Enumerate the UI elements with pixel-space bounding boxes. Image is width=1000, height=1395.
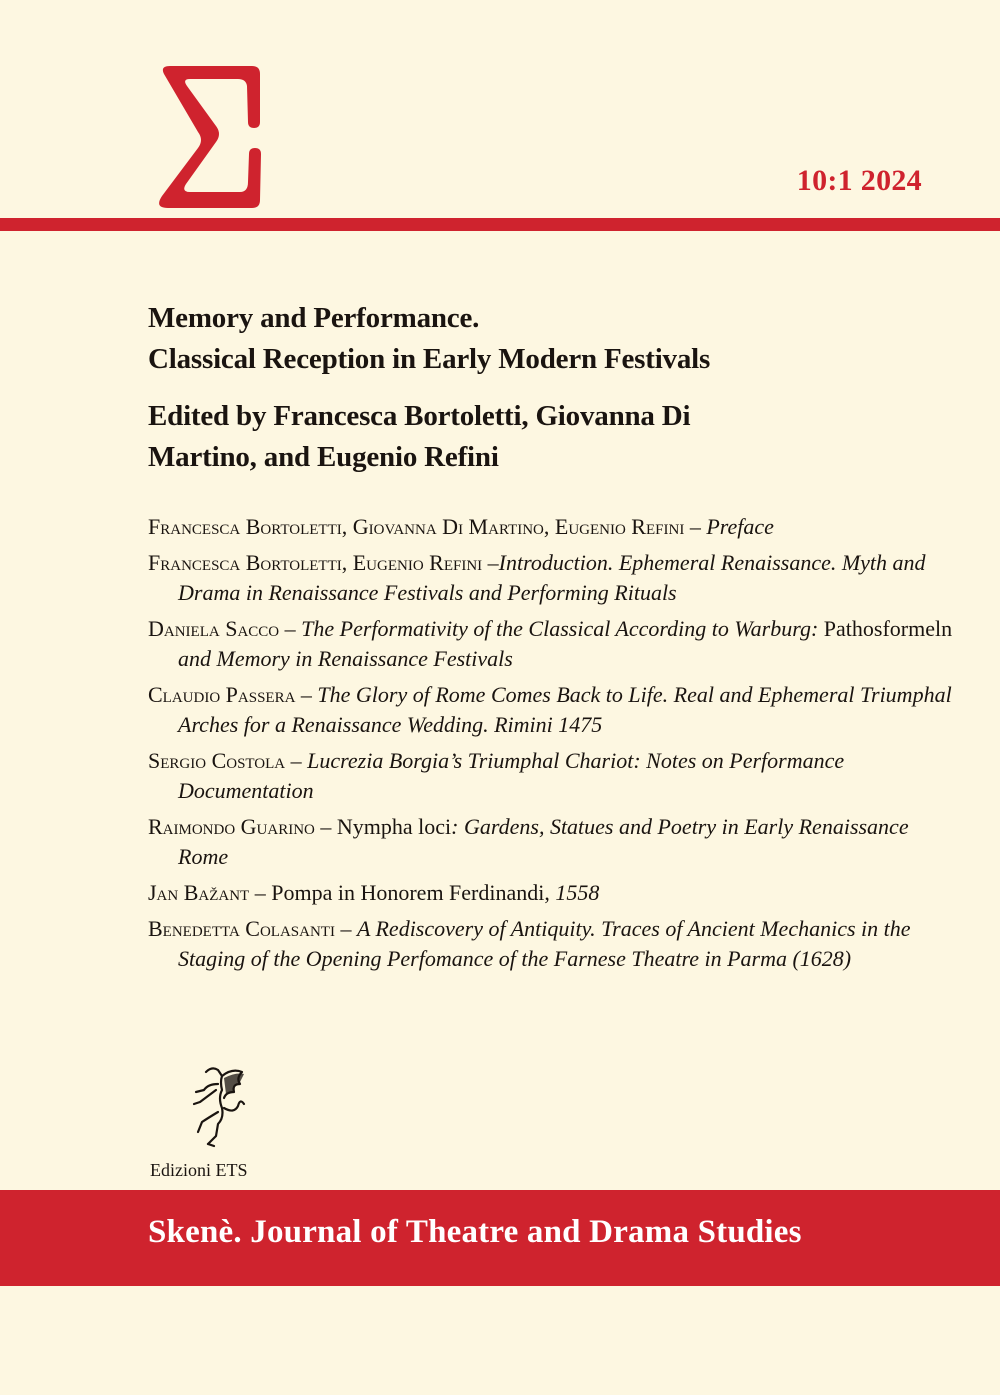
toc-entry: Benedetta Colasanti – A Rediscovery of Antiquity. Traces of Ancient Mechanics in the Staging of the Opening Perfomance of the Farnese Theatre in Parma (1628) xyxy=(148,916,911,971)
entry-author: Raimondo Guarino xyxy=(148,814,315,839)
journal-title: Skenè. Journal of Theatre and Drama Studies xyxy=(148,1214,802,1250)
toc-entry: Sergio Costola – Lucrezia Borgia’s Triumphal Chariot: Notes on Performance Documentation xyxy=(148,748,845,803)
entry-title: 1558 xyxy=(549,880,600,905)
griffin-emblem-icon xyxy=(178,1062,258,1152)
sigma-logo-icon xyxy=(152,64,270,214)
entry-title-roman: Pompa in Honorem Ferdinandi, xyxy=(271,880,550,905)
toc-entry: Daniela Sacco – The Performativity of the Classical According to Warburg: Pathosformeln and Memory in Renaissance Festivals xyxy=(148,616,953,671)
entry-author: Sergio Costola xyxy=(148,748,286,773)
top-red-rule xyxy=(0,218,1000,231)
entry-title-roman: Pathosformeln xyxy=(823,616,953,641)
title-line-2: Classical Reception in Early Modern Festivals xyxy=(148,343,711,375)
entry-author: Daniela Sacco xyxy=(148,616,280,641)
publisher-name: Edizioni ETS xyxy=(150,1160,248,1180)
entry-title: and Memory in Renaissance Festivals xyxy=(178,646,513,671)
editors-line-2: Martino, and Eugenio Refini xyxy=(148,441,499,473)
publisher-block xyxy=(150,1062,290,1180)
toc-entry: Raimondo Guarino – Nympha loci: Gardens, Statues and Poetry in Early Renaissance Rome xyxy=(148,814,909,869)
entry-title: A Rediscovery of Antiquity. Traces of Ancient Mechanics in the Staging of the Opening Perfomance of the Farnese Theatre in Parma (1628) xyxy=(178,916,911,971)
title-line-1: Memory and Performance. xyxy=(148,302,480,334)
toc-entry: Francesca Bortoletti, Giovanna Di Martino, Eugenio Refini – Preface xyxy=(148,514,774,539)
title-block xyxy=(148,298,948,478)
entry-author: Francesca Bortoletti, Giovanna Di Martino, Eugenio Refini xyxy=(148,514,685,539)
entry-title-roman: Nympha loci xyxy=(336,814,452,839)
entry-title: The Glory of Rome Comes Back to Life. Real and Ephemeral Triumphal Arches for a Renaissance Wedding. Rimini 1475 xyxy=(178,682,952,737)
entry-title: : Gardens, Statues and Poetry in Early Renaissance Rome xyxy=(178,814,909,869)
entry-author: Benedetta Colasanti xyxy=(148,916,335,941)
toc-entry: Francesca Bortoletti, Eugenio Refini –Introduction. Ephemeral Renaissance. Myth and Drama in Renaissance Festivals and Performing Rituals xyxy=(148,550,926,605)
issue-number: 10:1 2024 xyxy=(796,164,922,197)
table-of-contents xyxy=(148,512,958,980)
journal-banner xyxy=(0,1190,1000,1286)
entry-author: Jan Bažant xyxy=(148,880,250,905)
entry-title: Preface xyxy=(706,514,774,539)
entry-title: Introduction. Ephemeral Renaissance. Myth and Drama in Renaissance Festivals and Performing Rituals xyxy=(178,550,926,605)
editors-line-1: Edited by Francesca Bortoletti, Giovanna Di xyxy=(148,400,691,432)
toc-entry: Claudio Passera – The Glory of Rome Comes Back to Life. Real and Ephemeral Triumphal Arches for a Renaissance Wedding. Rimini 1475 xyxy=(148,682,952,737)
entry-title: The Performativity of the Classical According to Warburg: xyxy=(301,616,824,641)
entry-author: Claudio Passera xyxy=(148,682,296,707)
toc-entry: Jan Bažant – Pompa in Honorem Ferdinandi, 1558 xyxy=(148,880,600,905)
entry-title: Lucrezia Borgia’s Triumphal Chariot: Notes on Performance Documentation xyxy=(178,748,845,803)
entry-author: Francesca Bortoletti, Eugenio Refini xyxy=(148,550,483,575)
